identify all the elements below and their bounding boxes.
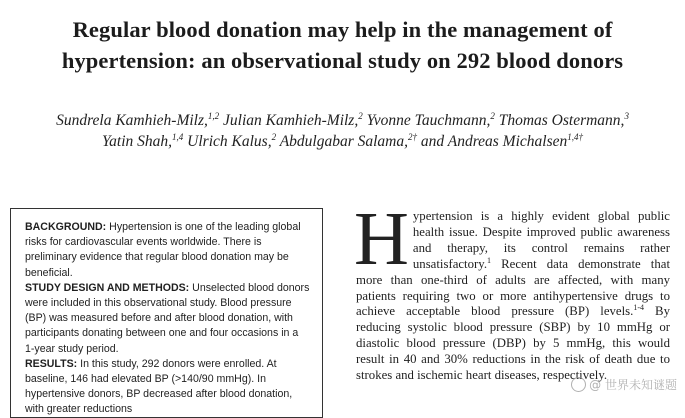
author-affiliation: 2†	[408, 132, 417, 142]
author-affiliation: 2	[271, 132, 277, 142]
abstract-background-text: Hypertension is one of the leading global risks for cardiovascular events worldwide. There is preliminary evidence that regular blood donation may be beneficial.	[25, 221, 301, 279]
abstract-results-text: In this study, 292 donors were enrolled. At baseline, 146 had elevated BP (>140/90 mmHg). In hypertensive donors, BP decreased after blood donation, with greater reductions	[25, 357, 293, 416]
author-list	[0, 110, 685, 152]
title-line-2: hypertension: an observational study on 292 blood donors	[61, 48, 624, 73]
body-text-2: Recent data demonstrate that more than one-third of adults are affected, with many patients requiring two or more antihypertensive drugs to achieve acceptable blood pressure (BP) levels.	[356, 256, 670, 319]
abstract-results	[25, 357, 310, 418]
abstract-background-heading: BACKGROUND:	[25, 221, 107, 233]
watermark-text: @ 世界未知谜题	[589, 378, 677, 392]
author-name: Thomas Ostermann,	[498, 112, 625, 129]
title-line-1: Regular blood donation may help in the management of	[72, 17, 613, 42]
paper-title	[0, 14, 685, 76]
author-line-2	[0, 131, 685, 152]
abstract-methods-text: Unselected blood donors were included in this observational study. Blood pressure (BP) was measured before and after blood donation, with participants donating between one and four occasions in a 1-year study period.	[25, 281, 310, 355]
abstract-results-heading: RESULTS:	[25, 357, 78, 370]
author-name: Yvonne Tauchmann,	[366, 112, 491, 129]
author-affiliation: 2	[358, 111, 363, 121]
author-line-1	[0, 110, 685, 131]
body-text-1: ypertension is a highly evident global public health issue. Despite improved public awareness and therapy, its control remains rather unsatisfactory.	[412, 209, 670, 271]
body-text-3: By reducing systolic blood pressure (SBP) by 10 mmHg or diastolic blood pressure (DBP) by 5 mmHg, this would result in 40 and 30% reductions in the risk of death due to strokes and ischemic heart diseases, respectively.	[356, 304, 670, 383]
author-name: Yatin Shah,	[101, 133, 173, 150]
abstract-box	[10, 208, 323, 418]
drop-cap: H	[354, 197, 409, 281]
author-name: and Andreas Michalsen	[420, 133, 568, 150]
citation: 1-4	[633, 303, 644, 313]
author-affiliation: 1,4†	[567, 132, 583, 142]
abstract-methods-heading: STUDY DESIGN AND METHODS:	[25, 281, 190, 294]
author-affiliation: 2	[490, 111, 495, 121]
watermark	[571, 376, 677, 393]
author-affiliation: 1,4	[172, 132, 184, 142]
author-name: Abdulgabar Salama,	[279, 133, 408, 150]
author-name: Ulrich Kalus,	[187, 133, 272, 150]
abstract-background	[25, 220, 310, 281]
citation: 1	[487, 255, 492, 265]
author-affiliation: 3	[624, 111, 629, 121]
watermark-logo-icon	[571, 377, 586, 392]
body-text-column	[354, 197, 670, 384]
author-name: Sundrela Kamhieh-Milz,	[56, 112, 208, 129]
abstract-methods	[25, 281, 310, 357]
author-name: Julian Kamhieh-Milz,	[223, 112, 359, 129]
author-affiliation: 1,2	[207, 111, 220, 121]
